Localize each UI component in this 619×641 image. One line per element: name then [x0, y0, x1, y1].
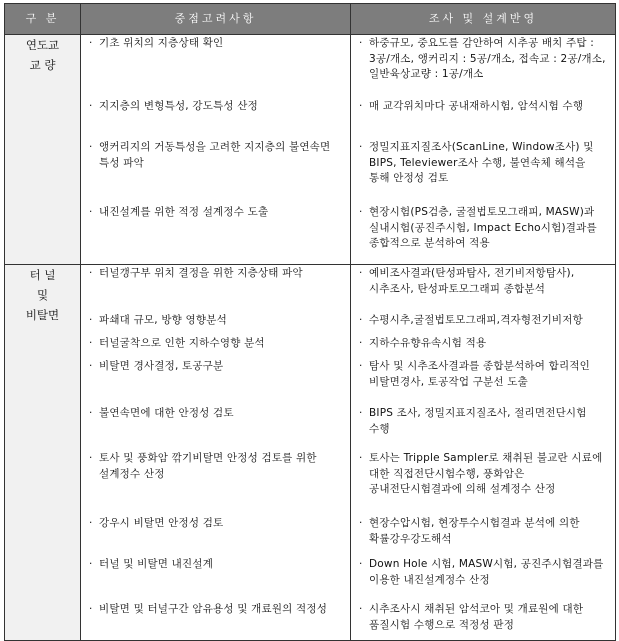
tunnel-section-row: [5, 265, 616, 641]
list-item: · 현장시험(PS검층, 굴절법토모그래피, MASW)과 실내시험(공진주시험, Impact Echo시험)결과를 종합적으로 분석하여 적용: [351, 204, 615, 255]
list-item: · 강우시 비탈면 안정성 검토: [81, 515, 350, 556]
consideration-text: 비탈면 및 터널구간 암유용성 및 개료원의 적정성: [99, 603, 328, 615]
list-item: · 하중규모, 중요도를 감안하여 시추공 배치 주탑 : 3공/개소, 앵커리지 : 5공/개소, 접속교 : 2공/개소, 일반육상교량 : 1공/개소: [351, 35, 615, 98]
reflection-text: 매 교각위치마다 공내재하시험, 암석시험 수행: [369, 100, 584, 112]
consideration-text: 비탈면 경사결정, 토공구분: [99, 360, 224, 372]
reflection-text: 토사는 Tripple Sampler로 채취된 불교란 시료에 대한 직접전단시험수행, 풍화암은 공내전단시험결과에 의해 설계정수 산정: [369, 452, 603, 495]
list-item: · 예비조사결과(탄성파탐사, 전기비저항탐사), 시추조사, 탄성파토모그래피 종합분석: [351, 265, 615, 312]
list-item: · 비탈면 경사결정, 토공구분: [81, 358, 350, 405]
list-item: · 앵커리지의 거동특성을 고려한 지지층의 불연속면 특성 파악: [81, 139, 350, 204]
survey-design-table: [4, 3, 616, 641]
consideration-text: 지지층의 변형특성, 강도특성 산정: [99, 100, 258, 112]
list-item: · 터널 및 비탈면 내진설계: [81, 556, 350, 601]
consideration-text: 앵커리지의 거동특성을 고려한 지지층의 불연속면 특성 파악: [99, 141, 331, 169]
consideration-text: 터널갱구부 위치 결정을 위한 지층상태 파악: [99, 267, 303, 279]
consideration-text: 터널굴착으로 인한 지하수영향 분석: [99, 337, 265, 349]
list-item: · 내진설계를 위한 적정 설계정수 도출: [81, 204, 350, 255]
list-item: · 시추조사시 채취된 암석코아 및 개료원에 대한 품질시험 수행으로 적정성 판정: [351, 601, 615, 640]
list-item: · 터널굴착으로 인한 지하수영향 분석: [81, 335, 350, 358]
list-item: · 수평시추,굴절법토모그래피,격자형전기비저항: [351, 312, 615, 335]
category-line: 및: [36, 288, 49, 302]
reflection-text: 현장시험(PS검층, 굴절법토모그래피, MASW)과 실내시험(공진주시험, Impact Echo시험)결과를 종합적으로 분석하여 적용: [369, 206, 597, 249]
list-item: · 지하수유향유속시험 적용: [351, 335, 615, 358]
consideration-text: 내진설계를 위한 적정 설계정수 도출: [99, 206, 269, 218]
list-item: · Down Hole 시험, MASW시험, 공진주시험결과를 이용한 내진설계정수 산정: [351, 556, 615, 601]
consideration-text: 불연속면에 대한 안정성 검토: [99, 407, 234, 419]
considerations-cell: [81, 35, 351, 265]
reflection-text: 하중규모, 중요도를 감안하여 시추공 배치 주탑 : 3공/개소, 앵커리지 : 5공/개소, 접속교 : 2공/개소, 일반육상교량 : 1공/개소: [369, 37, 606, 80]
list-item: · 터널갱구부 위치 결정을 위한 지층상태 파악: [81, 265, 350, 312]
consideration-text: 터널 및 비탈면 내진설계: [99, 558, 214, 570]
reflection-text: 탐사 및 시추조사결과를 종합분석하여 합리적인 비탈면경사, 토공작업 구분선 도출: [369, 360, 591, 388]
header-consideration: 중점고려사항: [81, 4, 351, 35]
list-item: · BIPS 조사, 정밀지표지질조사, 절리면전단시험 수행: [351, 405, 615, 450]
reflection-text: 시추조사시 채취된 암석코아 및 개료원에 대한 품질시험 수행으로 적정성 판정: [369, 603, 584, 631]
reflections-cell: [351, 35, 616, 265]
category-line: 비탈면: [25, 308, 60, 322]
reflections-cell: [351, 265, 616, 641]
category-line: 연도교: [25, 38, 60, 52]
consideration-text: 토사 및 풍화암 깎기비탈면 안정성 검토를 위한 설계정수 산정: [99, 452, 317, 480]
consideration-text: 기초 위치의 지층상태 확인: [99, 37, 224, 49]
table-header-row: [5, 4, 616, 35]
reflection-text: 수평시추,굴절법토모그래피,격자형전기비저항: [369, 314, 583, 326]
header-reflection: 조사 및 설계반영: [351, 4, 616, 35]
list-item: · 기초 위치의 지층상태 확인: [81, 35, 350, 98]
reflection-text: BIPS 조사, 정밀지표지질조사, 절리면전단시험 수행: [369, 407, 587, 435]
consideration-text: 파쇄대 규모, 방향 영향분석: [99, 314, 227, 326]
reflection-text: 정밀지표지질조사(ScanLine, Window조사) 및 BIPS, Televiewer조사 수행, 불연속체 해석을 통해 안정성 검토: [369, 141, 594, 184]
list-item: · 매 교각위치마다 공내재하시험, 암석시험 수행: [351, 98, 615, 139]
category-line: 터 널: [29, 268, 56, 282]
list-item: · 탐사 및 시추조사결과를 종합분석하여 합리적인 비탈면경사, 토공작업 구분선 도출: [351, 358, 615, 405]
consideration-text: 강우시 비탈면 안정성 검토: [99, 517, 224, 529]
category-tunnel-slope: [5, 265, 81, 641]
reflection-text: 예비조사결과(탄성파탐사, 전기비저항탐사), 시추조사, 탄성파토모그래피 종합분석: [369, 267, 575, 295]
list-item: · 현장수압시험, 현장투수시험결과 분석에 의한 확률강우강도해석: [351, 515, 615, 556]
list-item: · 파쇄대 규모, 방향 영향분석: [81, 312, 350, 335]
reflection-text: 지하수유향유속시험 적용: [369, 337, 487, 349]
list-item: · 토사는 Tripple Sampler로 채취된 불교란 시료에 대한 직접전단시험수행, 풍화암은 공내전단시험결과에 의해 설계정수 산정: [351, 450, 615, 515]
header-category: 구 분: [5, 4, 81, 35]
reflection-text: Down Hole 시험, MASW시험, 공진주시험결과를 이용한 내진설계정수 산정: [369, 558, 604, 586]
category-bridge: [5, 35, 81, 265]
list-item: · 비탈면 및 터널구간 암유용성 및 개료원의 적정성: [81, 601, 350, 640]
list-item: · 불연속면에 대한 안정성 검토: [81, 405, 350, 450]
list-item: · 정밀지표지질조사(ScanLine, Window조사) 및 BIPS, Televiewer조사 수행, 불연속체 해석을 통해 안정성 검토: [351, 139, 615, 204]
reflection-text: 현장수압시험, 현장투수시험결과 분석에 의한 확률강우강도해석: [369, 517, 580, 545]
considerations-cell: [81, 265, 351, 641]
list-item: · 토사 및 풍화암 깎기비탈면 안정성 검토를 위한 설계정수 산정: [81, 450, 350, 515]
category-line: 교 량: [29, 58, 56, 72]
bridge-section-row: [5, 35, 616, 265]
list-item: · 지지층의 변형특성, 강도특성 산정: [81, 98, 350, 139]
